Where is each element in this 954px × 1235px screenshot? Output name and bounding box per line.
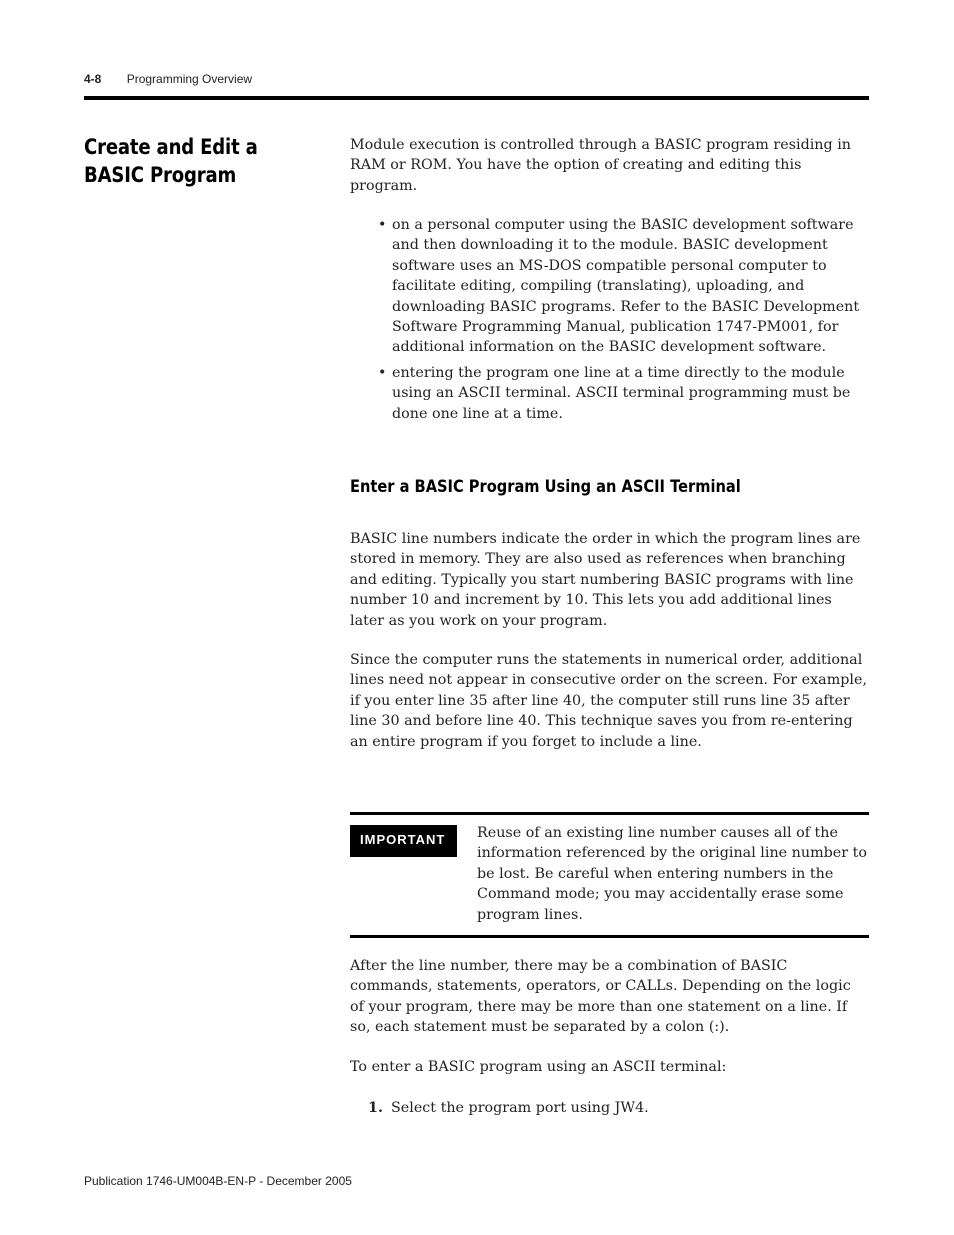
important-label: IMPORTANT (350, 825, 457, 857)
page-footer: Publication 1746-UM004B-EN-P - December 2005 (84, 1174, 352, 1188)
bullet-list (378, 215, 870, 429)
page-header (84, 72, 252, 86)
step-item (368, 1098, 649, 1118)
subheading: Enter a BASIC Program Using an ASCII Terminal (350, 477, 741, 497)
important-top-rule (350, 812, 869, 815)
statements-paragraph: After the line number, there may be a combination of BASIC commands, statements, operators, or CALLs. Depending on the logic of your program, there may be more than one statement on a line. If so, each statement must be separated by a colon (:). (350, 958, 851, 1036)
important-text: Reuse of an existing line number causes all of the information referenced by the original line number to be lost. Be careful when entering numbers in the Command mode; you may accidentally erase some program lines. (477, 825, 867, 923)
list-item: • on a personal computer using the BASIC development software and then downloading it to the module. BASIC development software uses an MS-DOS compatible personal computer to facilitate editing, compiling (translating), uploading, and downloading BASIC programs. Refer to the BASIC Development Software Programming Manual, publication 1747-PM001, for additional information on the BASIC development software. (378, 217, 860, 356)
intro-paragraph: Module execution is controlled through a BASIC program residing in RAM or ROM. You have the option of creating and editing this program. (350, 137, 851, 194)
bullet-icon: • (378, 217, 387, 233)
step-number: 1. (368, 1100, 383, 1116)
section-title: Create and Edit a BASIC Program (84, 135, 258, 187)
bullet-icon: • (378, 364, 387, 381)
list-item: • entering the program one line at a time directly to the module using an ASCII terminal. ASCII terminal programming must be done one line at a time. (378, 364, 851, 422)
header-rule (84, 96, 869, 100)
page-number: 4-8 (84, 72, 102, 86)
steps-intro-paragraph: To enter a BASIC program using an ASCII terminal: (350, 1059, 727, 1075)
header-section: Programming Overview (126, 72, 253, 86)
order-paragraph: Since the computer runs the statements in numerical order, additional lines need not appear in consecutive order on the screen. For example, if you enter line 35 after line 40, the computer still runs line 35 after line 30 and before line 40. This technique saves you from re-entering an entire program if you forget to include a line. (350, 652, 867, 750)
line-numbers-paragraph: BASIC line numbers indicate the order in which the program lines are stored in memory. They are also used as references when branching and editing. Typically you start numbering BASIC programs with line number 10 and increment by 10. This lets you add additional lines later as you work on your program. (350, 531, 861, 629)
step-text: Select the program port using JW4. (391, 1100, 649, 1116)
important-bottom-rule (350, 935, 869, 938)
